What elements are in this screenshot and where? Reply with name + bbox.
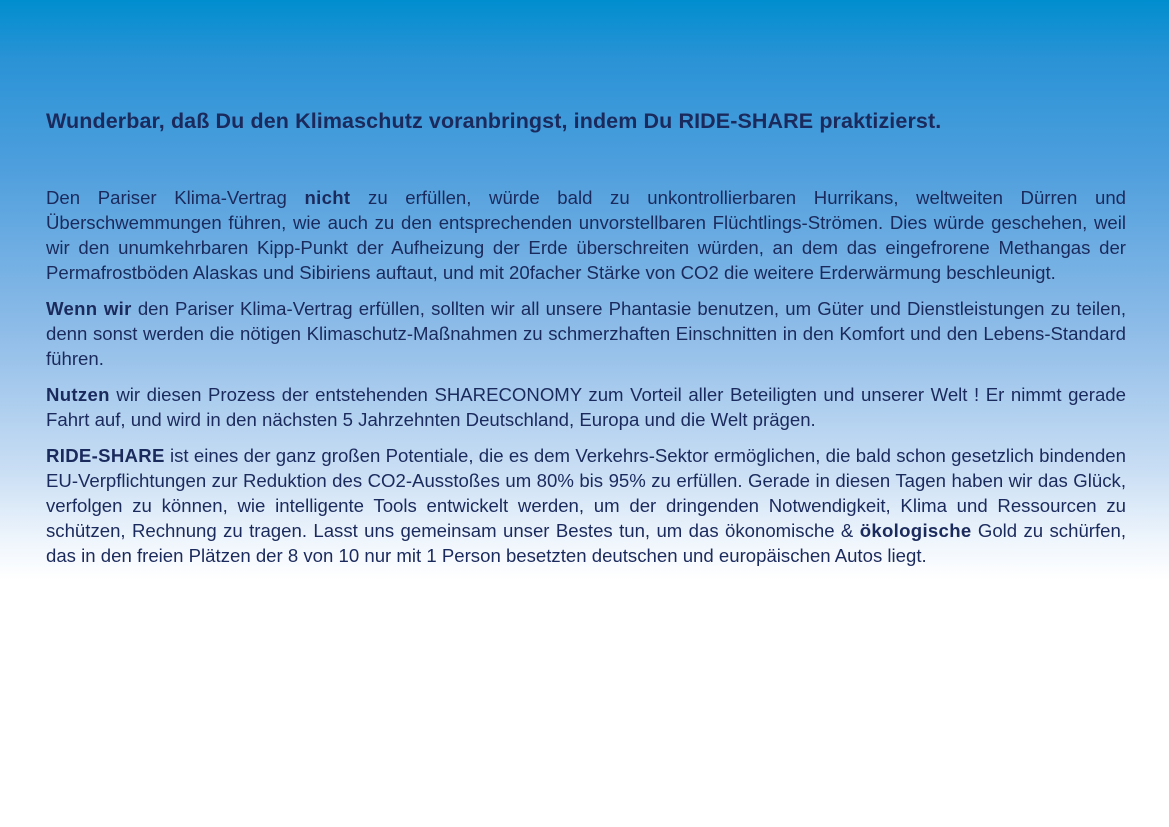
body-text [46,185,1126,579]
paragraph-text: zu erfüllen, würde bald zu unkontrollierbaren Hurrikans, weltweiten Dürren und Überschwemmungen führen, wie auch zu den entsprechenden unvorstellbaren Flüchtlings-Strömen. Dies würde geschehen, weil wir den unumkehrbaren Kipp-Punkt der Aufheizung der Erde überschreiten würden, an dem das eingefrorene Methangas der Permafrostböden Alaskas und Sibiriens auftaut, und mit 20facher Stärke von CO2 die weitere Erderwärmung beschleunigt. [46,187,1126,283]
paragraph-ride-share [46,443,1126,568]
headline: Wunderbar, daß Du den Klimaschutz voranbringst, indem Du RIDE-SHARE praktizierst. [46,109,942,133]
emphasis-ride-share: RIDE-SHARE [46,445,165,466]
paragraph-text-end: Gold zu schürfen, das in den freien Plätzen der 8 von 10 nur mit 1 Person besetzten deutschen und europäischen Autos liegt. [46,520,1126,566]
paragraph-lead: Den Pariser Klima-Vertrag [46,187,305,208]
emphasis-oekologische: ökologische [859,520,972,541]
paragraph-nutzen [46,382,1126,432]
paragraph-text: wir diesen Prozess der entstehenden SHARECONOMY zum Vorteil aller Beteiligten und unserer Welt ! Er nimmt gerade Fahrt auf, und wird in den nächsten 5 Jahrzehnten Deutschland, Europa und die Welt prägen. [46,384,1126,430]
paragraph-text: den Pariser Klima-Vertrag erfüllen, sollten wir all unsere Phantasie benutzen, um Güter und Dienstleistungen zu teilen, denn sonst werden die nötigen Klimaschutz-Maßnahmen zu schmerzhaften Einschnitten in den Komfort und den Lebens-Standard führen. [46,298,1126,369]
emphasis-nicht: nicht [304,187,351,208]
emphasis-nutzen: Nutzen [46,384,110,405]
paragraph-paris-agreement [46,185,1126,285]
paragraph-text: ist eines der ganz großen Potentiale, die es dem Verkehrs-Sektor ermöglichen, die bald schon gesetzlich bindenden EU-Verpflichtungen zur Reduktion des CO2-Ausstoßes um 80% bis 95% zu erfüllen. Gerade in diesen Tagen haben wir das Glück, verfolgen zu können, wie intelligente Tools entwickelt werden, um der dringenden Notwendigkeit, Klima und Ressourcen zu schützen, Rechnung zu tragen. Lasst uns gemeinsam unser Bestes tun, um das ökonomische & [46,445,1126,541]
emphasis-wenn-wir: Wenn wir [46,298,132,319]
paragraph-wenn-wir [46,296,1126,371]
